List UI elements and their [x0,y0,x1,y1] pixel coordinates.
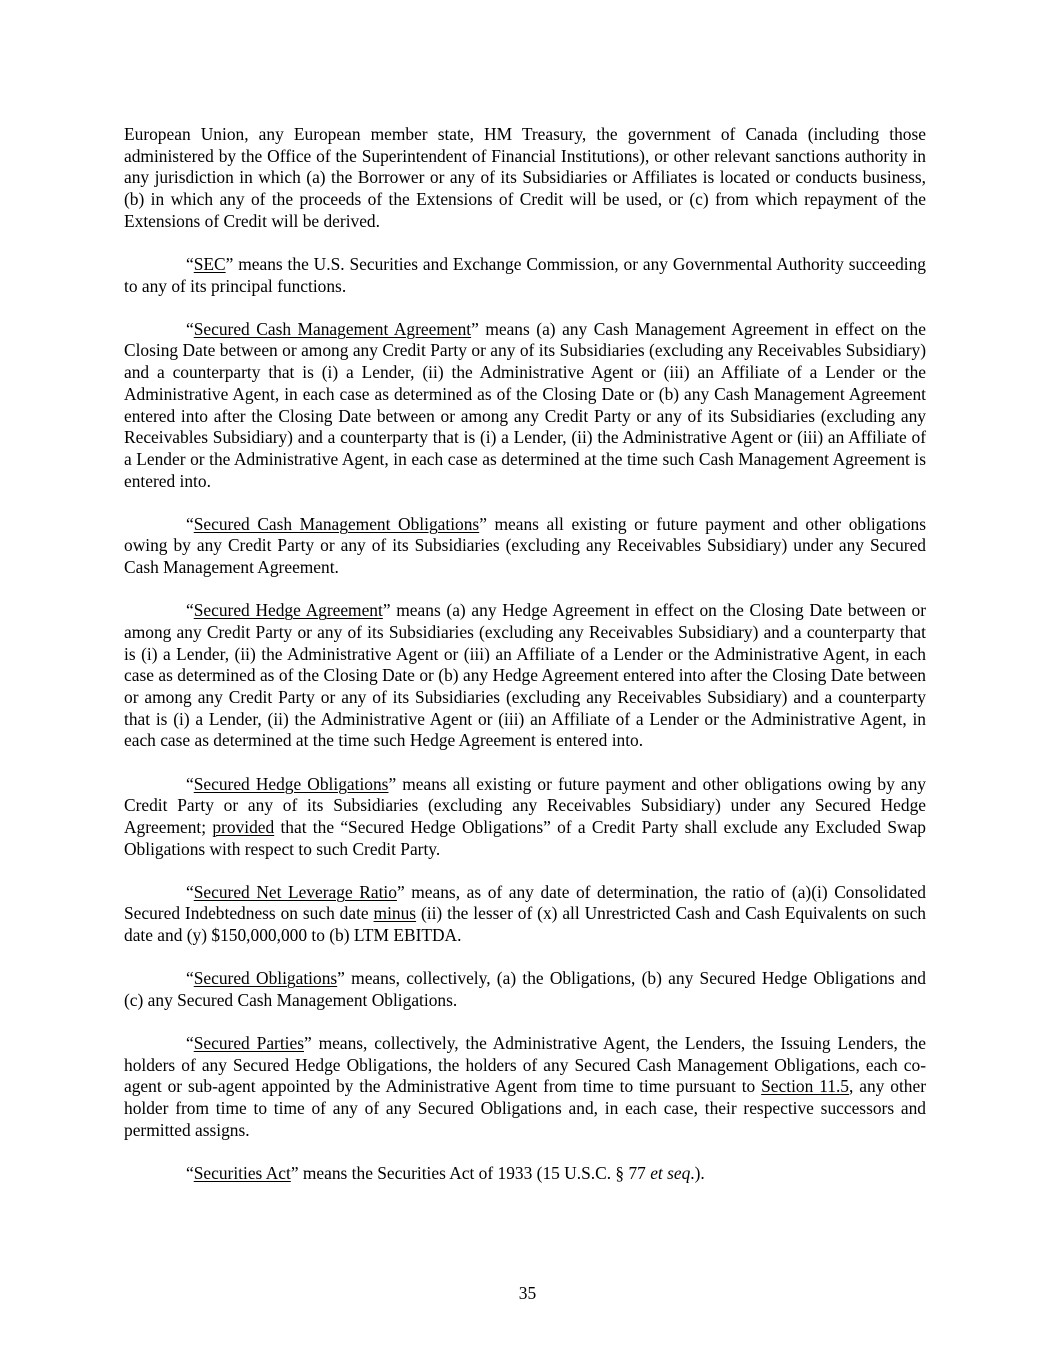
definition-text-continued: (ii) the lesser of (x) all Unrestricted Cash and Cash Equivalents on such date and (y) $150,000,000 to (b) LTM EBITDA. [124,903,927,946]
close-quote: ” [290,1162,299,1183]
paragraph-text: European Union, any European member state, HM Treasury, the government of Canada (including those administered by the Office of the Superintendent of Financial Institutions), or other relevant sanctions authority in any jurisdiction in which (a) the Borrower or any of its Subsidiaries or Affiliates is located or conducts business, (b) in which any of the proceeds of the Extensions of Credit will be used, or (c) from which repayment of the Extensions of Credit will be derived. [124,124,926,231]
definition-securities-act [124,1163,926,1185]
close-quote: ” [479,513,487,534]
defined-term: Secured Net Leverage Ratio [193,881,397,902]
defined-term: SEC [193,253,226,274]
italic-latin-phrase: et seq [650,1162,691,1183]
definition-text-continued: that the “Secured Hedge Obligations” of a Credit Party shall exclude any Excluded Swap Obligations with respect to such Credit Party. [124,816,926,859]
open-quote: “ [186,513,194,534]
underlined-proviso: provided [212,816,275,837]
definition-secured-hedge-agreement [124,600,926,752]
close-quote: ” [225,253,234,274]
definition-secured-cash-management-obligations [124,514,926,579]
definition-text: means, collectively, (a) the Obligations, (b) any Secured Hedge Obligations and (c) any Secured Cash Management Obligations. [124,968,926,1010]
definition-sec [124,254,926,297]
page-number: 35 [518,1283,537,1303]
defined-term: Secured Cash Management Obligations [193,513,480,534]
close-quote: ” [396,881,405,902]
defined-term: Securities Act [193,1162,291,1183]
defined-term: Secured Obligations [193,968,338,989]
open-quote: “ [186,1162,194,1183]
open-quote: “ [186,318,194,339]
open-quote: “ [186,968,194,989]
close-quote: ” [471,318,479,339]
definition-text: means the U.S. Securities and Exchange Commission, or any Governmental Authority succeeding to any of its principal functions. [124,253,926,296]
definition-secured-cash-management-agreement [124,319,926,493]
definition-text: means the Securities Act of 1933 (15 U.S.C. § 77 [298,1162,651,1183]
open-quote: “ [186,773,194,794]
open-quote: “ [186,600,194,621]
definition-text: means (a) any Cash Management Agreement in effect on the Closing Date between or among any Credit Party or any of its Subsidiaries (excluding any Receivables Subsidiary) and a counterparty that is (i) a Lender, (ii) the Administrative Agent or (iii) an Affiliate of a Lender or the Administrative Agent, in each case as determined as of the Closing Date or (b) any Cash Management Agreement entered into after the Closing Date between or among any Credit Party or any of its Subsidiaries (excluding any Receivables Subsidiary) and a counterparty that is (i) a Lender, (ii) the Administrative Agent or (iii) an Affiliate of a Lender or the Administrative Agent, in each case as determined at the time such Cash Management Agreement is entered into. [124,318,926,491]
open-quote: “ [186,1033,194,1054]
underlined-operator: minus [373,903,417,924]
definition-text: means (a) any Hedge Agreement in effect on the Closing Date between or among any Credit Party or any of its Subsidiaries (excluding any Receivables Subsidiary) and a counterparty that is (i) a Lender, (ii) the Administrative Agent or (iii) an Affiliate of a Lender or the Administrative Agent, in each case as determined as of the Closing Date or (b) any Hedge Agreement entered into after the Closing Date between or among any Credit Party or any of its Subsidiaries (excluding any Receivables Subsidiary) and a counterparty that is (i) a Lender, (ii) the Administrative Agent or (iii) an Affiliate of a Lender or the Administrative Agent, in each case as determined at the time such Hedge Agreement is entered into. [124,600,926,751]
open-quote: “ [186,881,194,902]
definition-text: means, as of any date of determination, the ratio of (a)(i) Consolidated Secured Indebtedness on such date [124,881,926,924]
definition-text: means all existing or future payment and other obligations owing by any Credit Party or any of its Subsidiaries (excluding any Receivables Subsidiary) under any Secured Cash Management Agreement. [124,513,926,578]
close-quote: ” [303,1033,312,1054]
paragraph-sanctions-continuation [124,124,926,233]
definition-text: means all existing or future payment and other obligations owing by any Credit Party or any of its Subsidiaries (excluding any Receivables Subsidiary) under any Secured Hedge Agreement; [124,773,926,837]
definition-text-continued: .). [690,1162,705,1183]
close-quote: ” [382,600,391,621]
definition-secured-hedge-obligations [124,774,926,861]
definition-secured-obligations [124,968,926,1011]
document-page [124,124,926,1206]
definition-secured-net-leverage-ratio [124,882,926,947]
defined-term: Secured Parties [193,1033,304,1054]
open-quote: “ [186,253,194,274]
close-quote: ” [388,773,397,794]
section-reference: Section 11.5 [761,1076,849,1097]
definition-text: means, collectively, the Administrative Agent, the Lenders, the Issuing Lenders, the holders of any Secured Hedge Obligations, the holders of any Secured Cash Management Obligations, each co-agent or sub-agent appointed by the Administrative Agent from time to time pursuant to [124,1033,926,1097]
defined-term: Secured Cash Management Agreement [193,318,472,339]
defined-term: Secured Hedge Obligations [193,773,389,794]
definition-text-continued: , any other holder from time to time of any of any Secured Obligations and, in each case, their respective successors and permitted assigns. [124,1076,926,1140]
definition-secured-parties [124,1033,926,1142]
defined-term: Secured Hedge Agreement [193,600,383,621]
close-quote: ” [337,968,345,989]
